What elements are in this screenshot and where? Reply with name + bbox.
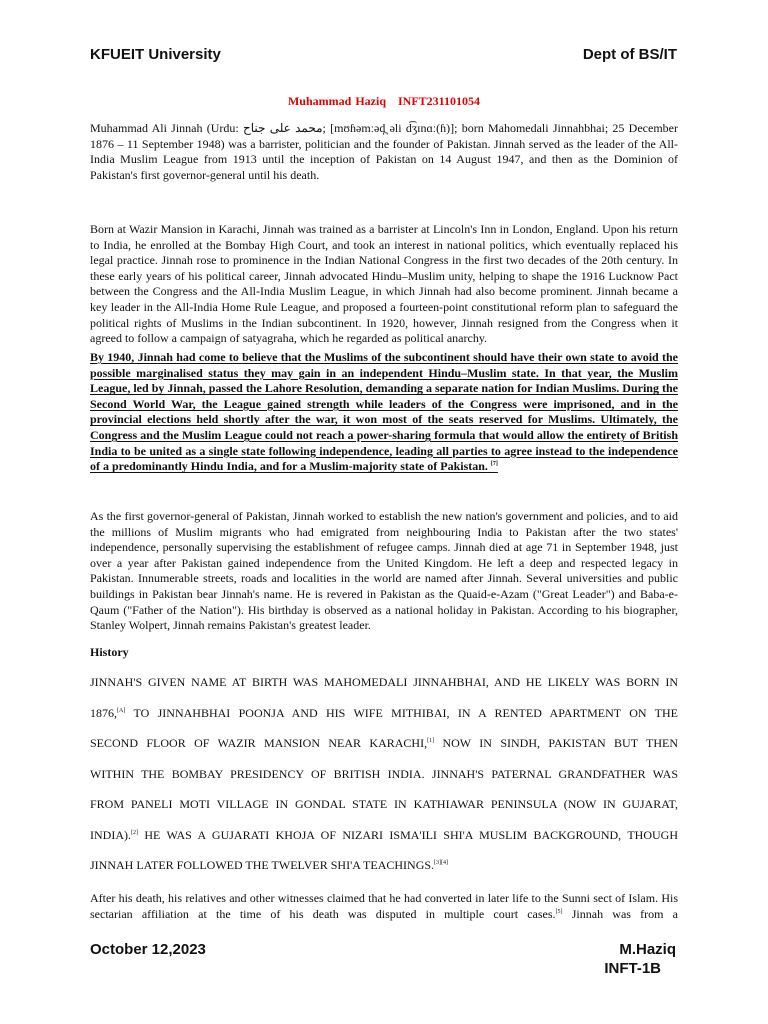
history-line: SECOND FLOOR OF WAZIR MANSION NEAR KARACHI,[1] NOW IN SINDH, PAKISTAN BUT THEN bbox=[90, 736, 678, 750]
footer-author-name: M.Haziq bbox=[619, 941, 676, 958]
paragraph-intro bbox=[90, 121, 678, 183]
paragraph-text bbox=[90, 350, 678, 475]
paragraph-sectarian bbox=[90, 891, 678, 922]
paragraph-text: After his death, his relatives and other witnesses claimed that he had converted in later life to the Sunni sect of Islam. His sectarian affiliation at the time of his death was disputed in multiple court cases.[5] Jinnah was from a bbox=[90, 891, 678, 921]
citation-ref[interactable]: [3][4] bbox=[434, 860, 449, 866]
citation-ref[interactable]: [A] bbox=[117, 707, 126, 714]
history-line: JINNAH LATER FOLLOWED THE TWELVER SHI'A TEACHINGS.[3][4] bbox=[90, 858, 449, 872]
section-heading-history: History bbox=[90, 645, 129, 659]
footer-class: INFT-1B bbox=[604, 960, 661, 977]
paragraph-early-career bbox=[90, 222, 678, 347]
paragraph-text: Muhammad Ali Jinnah (Urdu: محمد علی جناح; [mʊɦəmːəd̪ əli d͡ʒɪnɑː(ɦ)]; born Mahomedali Jinnahbhai; 25 December 1876 – 11 September 1948) was a barrister, politician and the founder of Pakistan. Jinnah served as the leader of the All-India Muslim League from 1913 until the inception of Pakistan on 14 August 1947, and then as the Dominion of Pakistan's first governor-general until his death. bbox=[90, 121, 678, 182]
paragraph-pakistan-movement bbox=[90, 350, 678, 475]
paragraph-text: Born at Wazir Mansion in Karachi, Jinnah was trained as a barrister at Lincoln's Inn in London, England. Upon his return to India, he enrolled at the Bombay High Court, and took an interest in national politics, which eventually replaced his legal practice. Jinnah rose to prominence in the Indian National Congress in the first two decades of the 20th century. In these early years of his political career, Jinnah advocated Hindu–Muslim unity, helping to shape the 1916 Lucknow Pact between the Congress and the All-India Muslim League, in which Jinnah had also become prominent. Jinnah became a key leader in the All-India Home Rule League, and proposed a fourteen-point constitutional reform plan to safeguard the political rights of Muslims in the Indian subcontinent. In 1920, however, Jinnah resigned from the Congress when it agreed to follow a campaign of satyagraha, which he regarded as political anarchy. bbox=[90, 222, 678, 346]
author-line: Muhammad Haziq INFT231101054 bbox=[287, 94, 480, 108]
footer-date: October 12,2023 bbox=[90, 941, 206, 958]
citation-ref[interactable]: [1] bbox=[427, 738, 435, 744]
history-line: WITHIN THE BOMBAY PRESIDENCY OF BRITISH INDIA. JINNAH'S PATERNAL GRANDFATHER WAS bbox=[90, 766, 678, 781]
history-uppercase-block bbox=[90, 667, 678, 881]
citation-ref[interactable]: [7] bbox=[490, 461, 498, 468]
citation-ref[interactable]: [5] bbox=[555, 908, 563, 915]
history-line: JINNAH'S GIVEN NAME AT BIRTH WAS MAHOMEDALI JINNAHBHAI, AND HE LIKELY WAS BORN IN bbox=[90, 675, 678, 689]
header-university: KFUEIT University bbox=[90, 46, 221, 63]
citation-ref[interactable]: [2] bbox=[131, 829, 138, 836]
history-line: FROM PANELI MOTI VILLAGE IN GONDAL STATE IN KATHIAWAR PENINSULA (NOW IN GUJARAT, bbox=[90, 797, 678, 811]
history-line: 1876,[A] TO JINNAHBHAI POONJA AND HIS WIFE MITHIBAI, IN A RENTED APARTMENT ON THE bbox=[90, 705, 678, 720]
highlighted-text: By 1940, Jinnah had come to believe that the Muslims of the subcontinent should have their own state to avoid the possible marginalised status they may gain in an independent Hindu–Muslim state. In that year, the Muslim League, led by Jinnah, passed the Lahore Resolution, demanding a separate nation for Indian Muslims. During the Second World War, the League gained strength while leaders of the Congress were imprisoned, and in the provincial elections held shortly after the war, it won most of the seats reserved for Muslims. Ultimately, the Congress and the Muslim League could not reach a power-sharing formula that would allow the entirety of British India to be united as a single state following independence, leading all parties to agree instead to the independence of a predominantly Hindu India, and for a Muslim-majority state of Pakistan. bbox=[90, 350, 678, 474]
paragraph-governor-general bbox=[90, 509, 678, 634]
history-line: INDIA).[2] HE WAS A GUJARATI KHOJA OF NIZARI ISMA'ILI SHI'A MUSLIM BACKGROUND, THOUGH bbox=[90, 827, 678, 842]
paragraph-text: As the first governor-general of Pakistan, Jinnah worked to establish the new nation's government and policies, and to aid the millions of Muslim migrants who had emigrated from neighbouring India to Pakistan after the two states' independence, personally supervising the establishment of refugee camps. Jinnah died at age 71 in September 1948, just over a year after Pakistan gained independence from the United Kingdom. He left a deep and respected legacy in Pakistan. Innumerable streets, roads and localities in the world are named after Jinnah. Several universities and public buildings in Pakistan bear Jinnah's name. He is revered in Pakistan as the Quaid-e-Azam ("Great Leader") and Baba-e-Qaum ("Father of the Nation"). His birthday is observed as a national holiday in Pakistan. According to his biographer, Stanley Wolpert, Jinnah remains Pakistan's greatest leader. bbox=[90, 509, 678, 633]
header-department: Dept of BS/IT bbox=[582, 46, 677, 63]
